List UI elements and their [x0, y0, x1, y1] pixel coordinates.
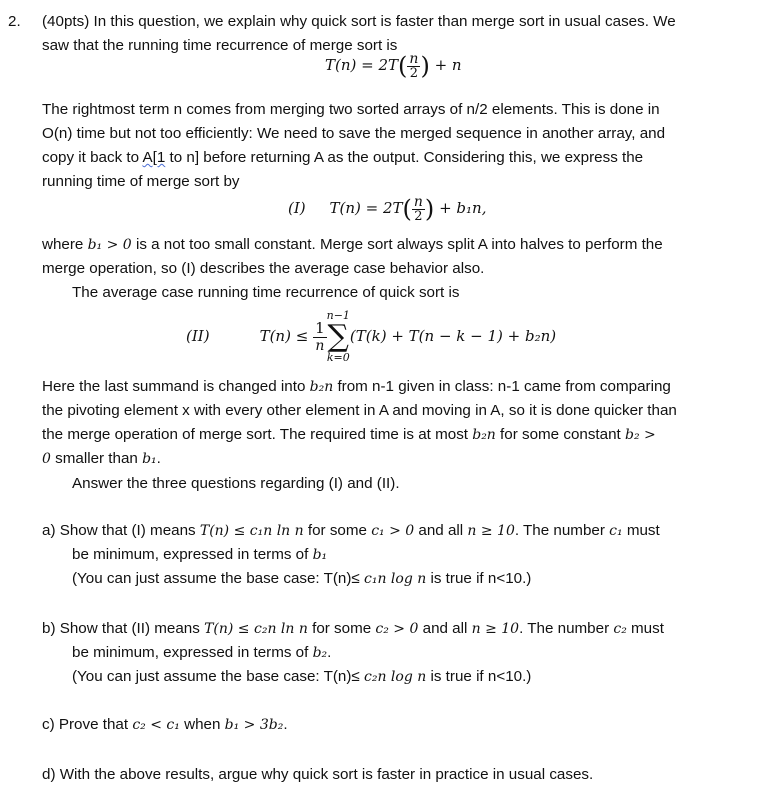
text-segment: must — [626, 620, 664, 637]
text-segment: c) Prove that — [42, 716, 133, 733]
text-segment: is true if n<10.) — [426, 570, 532, 587]
eq-label: (II) — [186, 327, 210, 345]
text-segment: for some — [303, 522, 372, 539]
text-segment: for some constant — [495, 426, 625, 443]
text-segment: . — [156, 450, 161, 467]
math-inline: b₂n — [309, 379, 334, 395]
denominator: n — [315, 337, 325, 354]
eq-lhs: T(n) ≤ — [259, 327, 309, 345]
text-segment: . — [327, 644, 332, 661]
text-segment: . — [283, 716, 288, 733]
equation-I: (I) T(n) = 2T( $\frac{n}{2}$ ) + b₁n, — [288, 193, 487, 224]
text-segment: is a not too small constant. Merge sort always split A into halves to perform the — [131, 236, 663, 253]
math-inline: c₂ < c₁ — [132, 717, 180, 733]
text-line — [72, 545, 327, 565]
math-inline: c₁ — [609, 523, 623, 539]
fraction — [407, 50, 420, 81]
text-segment: the pivoting element x with every other element in A and moving in A, so it is done quicker than — [42, 402, 677, 419]
text-line — [72, 643, 331, 663]
text-line — [42, 521, 660, 541]
text-segment: where — [42, 236, 88, 253]
math-inline: b₂n — [472, 427, 496, 443]
eq-body: (T(k) + T(n − k − 1) + b₂n) — [349, 327, 557, 345]
text-line — [42, 377, 671, 397]
text-segment: . The number — [519, 620, 614, 637]
text-line — [42, 235, 663, 255]
math-inline: b₁ — [312, 547, 328, 563]
numerator: n — [409, 50, 419, 67]
text-segment: to n] before returning A as the output. Considering this, we express the — [165, 149, 644, 166]
text-segment: be minimum, expressed in terms of — [72, 546, 313, 563]
numerator: 1 — [315, 318, 325, 337]
denominator: 2 — [409, 65, 419, 81]
text-segment: and all — [418, 620, 472, 637]
eq-rhs: + n — [434, 56, 462, 74]
math-inline: 0 — [42, 451, 51, 467]
sum-lower: k=0 — [326, 351, 350, 364]
text-segment: a) Show that (I) means — [42, 522, 200, 539]
text-line — [72, 474, 400, 494]
text-line — [42, 425, 656, 445]
text-segment: merge operation, so (I) describes the average case behavior also. — [42, 260, 485, 277]
text-segment: the merge operation of merge sort. The required time is at most — [42, 426, 473, 443]
numerator: n — [413, 193, 423, 210]
math-inline: T(n) ≤ c₂n ln n — [204, 621, 308, 637]
denominator: 2 — [414, 208, 423, 224]
sigma-icon: ∑ — [327, 319, 349, 354]
text-segment: . The number — [514, 522, 610, 539]
math-inline: c₂n log n — [364, 669, 427, 685]
eq-lhs: T(n) = 2T — [329, 199, 403, 217]
summation — [327, 310, 350, 364]
text-segment: be minimum, expressed in terms of — [72, 644, 313, 661]
equation-merge-recurrence: T(n) = 2T( $\frac{n}{2}$ ) + n — [325, 50, 462, 81]
math-inline: c₂ — [613, 621, 627, 637]
math-inline: c₁ > 0 — [371, 523, 415, 539]
text-line — [72, 667, 531, 687]
text-segment: saw that the running time recurrence of merge sort is — [42, 37, 398, 54]
math-inline: T(n) ≤ c₁n ln n — [199, 523, 304, 539]
text-line — [42, 100, 660, 120]
eq-label: (I) — [288, 199, 306, 217]
math-inline: b₂ — [312, 645, 328, 661]
text-segment: The rightmost term n comes from merging two sorted arrays of n/2 elements. This is done in — [42, 101, 660, 118]
equation-II — [186, 310, 556, 364]
text-line — [72, 283, 459, 303]
text-line — [42, 765, 593, 785]
fraction — [313, 320, 327, 355]
text-segment: O(n) time but not too efficiently: We need to save the merged sequence in another array, and — [42, 125, 666, 142]
text-segment: from n-1 given in class: n-1 came from comparing — [333, 378, 671, 395]
text-line — [42, 124, 665, 144]
text-line — [42, 148, 643, 168]
text-segment: d) With the above results, argue why quick sort is faster in practice in usual cases. — [42, 766, 594, 783]
math-inline: b₁ — [142, 451, 157, 467]
spellcheck-text: A[1 — [142, 149, 166, 166]
text-line — [42, 619, 664, 639]
text-segment: is true if n<10.) — [426, 668, 532, 685]
sum-upper: n−1 — [326, 309, 350, 322]
text-segment: running time of merge sort by — [42, 173, 240, 190]
text-segment: b) Show that (II) means — [42, 620, 205, 637]
text-line — [42, 12, 676, 32]
text-segment: smaller than — [50, 450, 143, 467]
math-inline: b₁ > 3b₂ — [224, 717, 284, 733]
text-line — [42, 449, 161, 469]
math-inline: b₁ > 0 — [87, 237, 132, 253]
text-segment: Answer the three questions regarding (I) and (II). — [72, 475, 400, 492]
math-inline: n ≥ 10 — [471, 621, 520, 637]
text-segment: copy it back to — [42, 149, 143, 166]
math-inline: b₂ > — [624, 427, 656, 443]
text-line — [42, 172, 240, 192]
text-segment: must — [622, 522, 660, 539]
fraction — [412, 193, 425, 224]
eq-lhs: T(n) = 2T — [325, 56, 399, 74]
text-segment: (You can just assume the base case: T(n)≤ — [72, 668, 364, 685]
math-inline: n ≥ 10 — [467, 523, 515, 539]
text-segment: The average case running time recurrence of quick sort is — [72, 284, 460, 301]
text-line — [42, 259, 484, 279]
text-segment: for some — [307, 620, 376, 637]
text-segment: when — [179, 716, 225, 733]
math-inline: c₂ > 0 — [375, 621, 419, 637]
text-segment: and all — [414, 522, 468, 539]
text-line — [42, 715, 288, 735]
text-segment: (40pts) In this question, we explain why quick sort is faster than merge sort in usual cases. We — [42, 13, 676, 30]
text-segment: Here the last summand is changed into — [42, 378, 310, 395]
question-number: 2. — [8, 13, 21, 30]
text-line — [72, 569, 531, 589]
text-segment: (You can just assume the base case: T(n)≤ — [72, 570, 364, 587]
eq-rhs: + b₁n, — [439, 199, 487, 217]
text-line — [42, 401, 677, 421]
math-inline: c₁n log n — [364, 571, 427, 587]
